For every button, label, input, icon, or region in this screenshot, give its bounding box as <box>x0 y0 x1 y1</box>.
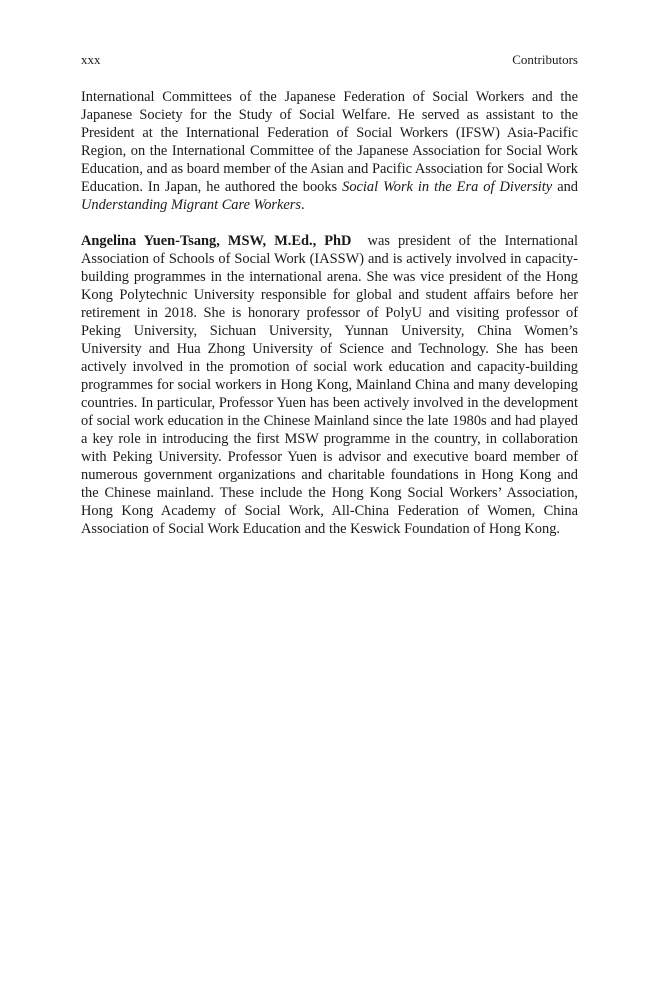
bio-text: International Committees of the Japanese Federation of Social Workers and the Japanese Society for the Study of Social Welfare. He served as assistant to the President at the International Federation of Social Workers (IFSW) Asia-Pacific Region, on the International Committee of the Japanese Association for Social Work Education, and as board member of the Asian and Pacific Association for Social Work Education. In Japan, he authored the books <box>81 89 578 195</box>
contributor-entry-continued <box>81 88 578 214</box>
bio-text: was president of the International Association of Schools of Social Work (IASSW) and is actively involved in capacity-building programmes in the international arena. She was vice president of the Hong Kong Polytechnic University responsible for global and student affairs before her retirement in 2018. She is honorary professor of PolyU and visiting professor of Peking University, Sichuan University, Yunnan University, China Women’s University and Hua Zhong University of Science and Technology. She has been actively involved in the promotion of social work education and capacity-building programmes for social workers in Hong Kong, Mainland China and many developing countries. In particular, Professor Yuen has been actively involved in the development of social work education in the Chinese Mainland since the late 1980s and had played a key role in introducing the first MSW programme in the country, in collaboration with Peking University. Professor Yuen is advisor and executive board member of numerous government organizations and charitable foundations in Hong Kong and the Chinese mainland. These include the Hong Kong Social Workers’ Association, Hong Kong Academy of Social Work, All-China Federation of Women, China Association of Social Work Education and the Keswick Foundation of Hong Kong. <box>81 233 578 537</box>
contributor-name: Angelina Yuen-Tsang, MSW, M.Ed., PhD <box>81 233 352 249</box>
running-head <box>81 51 578 69</box>
running-head-title: Contributors <box>512 52 578 67</box>
contributors-text <box>81 88 578 538</box>
book-title: Understanding Migrant Care Workers <box>81 197 301 213</box>
bio-text: and <box>552 179 578 195</box>
book-title: Social Work in the Era of Diversity <box>342 179 553 195</box>
bio-text: . <box>301 197 305 213</box>
contributor-entry <box>81 232 578 538</box>
page-number: xxx <box>81 52 101 67</box>
